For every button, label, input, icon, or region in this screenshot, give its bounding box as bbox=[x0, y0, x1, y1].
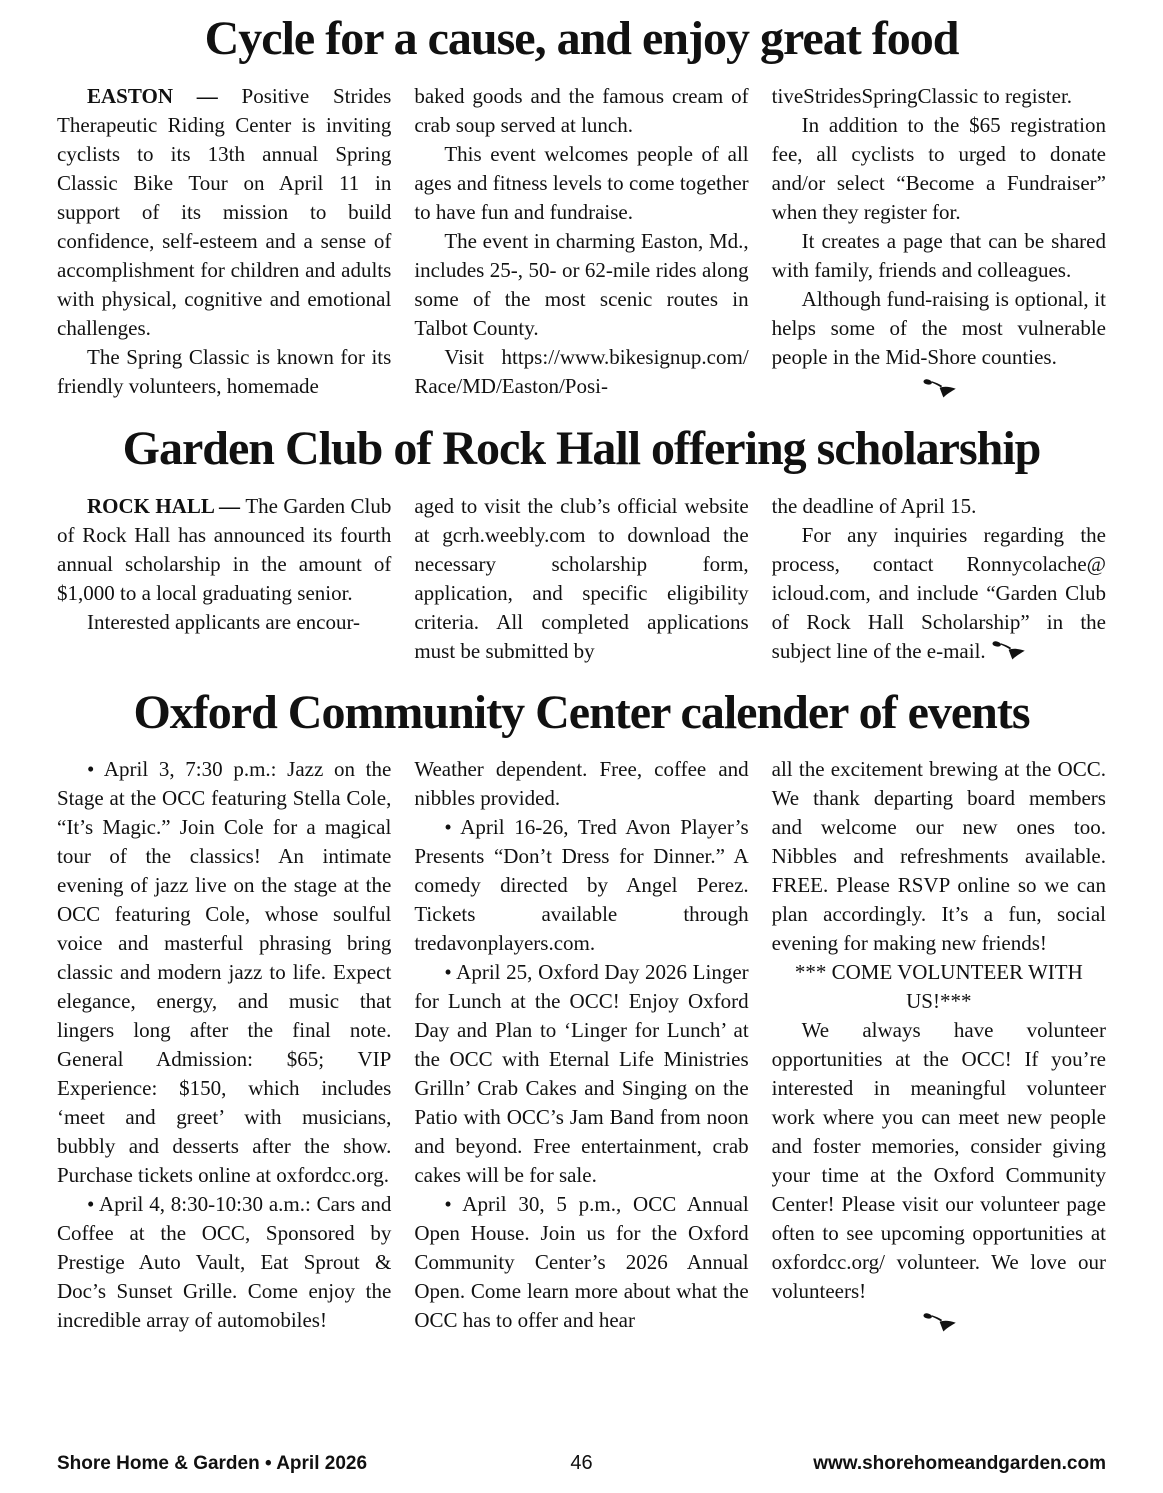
end-of-article-marker bbox=[772, 1310, 1106, 1336]
trowel-icon bbox=[990, 639, 1026, 663]
article-title: Cycle for a cause, and enjoy great food bbox=[204, 12, 959, 65]
article-column bbox=[414, 492, 748, 666]
trowel-icon bbox=[921, 377, 957, 401]
paragraph: • April 16-26, Tred Avon Player’s Presents “Don’t Dress for Dinner.” A comedy directed by Angel Perez. Tickets available through tredavonplayers.com. bbox=[414, 815, 749, 956]
paragraph: For any inquiries regarding the process, contact Ronnycolache@ icloud.com, and include “Garden Club of Rock Hall Scholarship” in the subject line of the e-mail. bbox=[771, 522, 1106, 663]
paragraph: Weather dependent. Free, coffee and nibbles provided. bbox=[414, 757, 749, 811]
paragraph: Visit https://www.bikesignup.com/Race/MD/Easton/Posi- bbox=[414, 344, 749, 398]
footer-publication-date: Shore Home & Garden • April 2026 bbox=[57, 1453, 368, 1474]
paragraph: *** COME VOLUNTEER WITH US!*** bbox=[794, 960, 1083, 1014]
paragraph: • April 4, 8:30-10:30 a.m.: Cars and Coffee at the OCC, Sponsored by Prestige Auto Vault, Eat Sprout & Doc’s Sunset Grille. Come enjoy the incredible array of automobiles! bbox=[57, 1192, 392, 1333]
paragraph: • April 3, 7:30 p.m.: Jazz on the Stage at the OCC featuring Stella Cole, “It’s Magic.” Join Cole for a magical tour of the classics! An intimate evening of jazz live on the stage at the OCC featuring Cole, whose soulful voice and masterful phrasing bring classic and modern jazz to life. Expect elegance, energy, and music that lingers long after the final note. General Admission: $65; VIP Experience: $150, which includes ‘meet and greet’ with musicians, bubbly and desserts after the show. Purchase tickets online at oxfordcc.org. bbox=[57, 757, 392, 1188]
article-columns bbox=[57, 82, 1106, 402]
paragraph: The event in charming Easton, Md., includes 25-, 50- or 62-mile rides along some of the most scenic routes in Talbot County. bbox=[414, 228, 749, 340]
paragraph: the deadline of April 15. bbox=[771, 493, 977, 518]
article-garden-club-scholarship bbox=[57, 422, 1106, 666]
dateline: ROCK HALL — bbox=[87, 493, 246, 518]
article-column bbox=[772, 755, 1106, 1336]
paragraph: aged to visit the club’s official website at gcrh.weebly.com to download the necessary scholarship form, application, and specific eligibility criteria. All completed applications must be submitted by bbox=[414, 493, 749, 663]
paragraph: baked goods and the famous cream of crab soup served at lunch. bbox=[414, 83, 749, 137]
paragraph: tiveStridesSpringClassic to register. bbox=[771, 83, 1073, 108]
page-number: 46 bbox=[570, 1452, 593, 1474]
paragraph: all the excitement brewing at the OCC. We thank departing board members and welcome our new ones too. Nibbles and refreshments available. FREE. Please RSVP online so we can plan accordingly. It’s a fun, social evening for making new friends! bbox=[771, 757, 1106, 956]
footer-website: www.shorehomeandgarden.com bbox=[813, 1453, 1106, 1474]
article-columns bbox=[57, 492, 1106, 666]
paragraph: We always have volunteer opportunities at the OCC! If you’re interested in meaningful volunteer work where you can meet new people and foster memories, consider giving your time at the Oxford Community Center! Please visit our volunteer page often to see upcoming opportunities at oxfordcc.org/ volunteer. We love our volunteers! bbox=[771, 1018, 1106, 1304]
paragraph: Interested applicants are encour- bbox=[87, 609, 361, 634]
paragraph: EASTON — Positive Strides Therapeutic Riding Center is inviting cyclists to its 13th annual Spring Classic Bike Tour on April 11 in support of its mission to build confidence, self-esteem and a sense of accomplishment for children and adults with physical, cognitive and emotional challenges. bbox=[57, 83, 392, 340]
article-columns bbox=[57, 755, 1106, 1336]
paragraph: Although fund-raising is optional, it helps some of the most vulnerable people in the Mid-Shore counties. bbox=[771, 286, 1106, 369]
article-column bbox=[414, 755, 748, 1336]
article-column bbox=[57, 82, 391, 402]
paragraph: • April 25, Oxford Day 2026 Linger for Lunch at the OCC! Enjoy Oxford Day and Plan to ‘Linger for Lunch’ at the OCC with Eternal Life Ministries Grilln’ Crab Cakes and Singing on the Patio with OCC’s Jam Band from noon and beyond. Free entertainment, crab cakes will be for sale. bbox=[414, 960, 749, 1188]
paragraph: • April 30, 5 p.m., OCC Annual Open House. Join us for the Oxford Community Center’s 2026 Annual Open. Come learn more about what the OCC has to offer and hear bbox=[414, 1192, 749, 1333]
paragraph: The Spring Classic is known for its friendly volunteers, homemade bbox=[57, 344, 392, 398]
paragraph: ROCK HALL — The Garden Club of Rock Hall has announced its fourth annual scholarship in the amount of $1,000 to a local graduating senior. bbox=[57, 493, 392, 605]
trowel-icon bbox=[921, 1311, 957, 1335]
end-of-article-marker bbox=[772, 376, 1106, 402]
paragraph: In addition to the $65 registration fee, all cyclists to urged to donate and/or select “Become a Fundraiser” when they register for. bbox=[771, 112, 1106, 224]
article-column bbox=[772, 492, 1106, 666]
article-column bbox=[57, 492, 391, 666]
dateline: EASTON — bbox=[87, 83, 242, 108]
article-column bbox=[414, 82, 748, 402]
article-column bbox=[57, 755, 391, 1336]
paragraph: It creates a page that can be shared with family, friends and colleagues. bbox=[771, 228, 1106, 282]
page-footer bbox=[57, 1452, 1106, 1475]
article-occ-calendar bbox=[57, 686, 1106, 1337]
article-cycle-for-a-cause bbox=[57, 12, 1106, 402]
article-title: Oxford Community Center calender of events bbox=[133, 685, 1030, 739]
paragraph: This event welcomes people of all ages and fitness levels to come together to have fun and fundraise. bbox=[414, 141, 749, 224]
article-title: Garden Club of Rock Hall offering scholarship bbox=[122, 421, 1041, 475]
article-column bbox=[772, 82, 1106, 402]
